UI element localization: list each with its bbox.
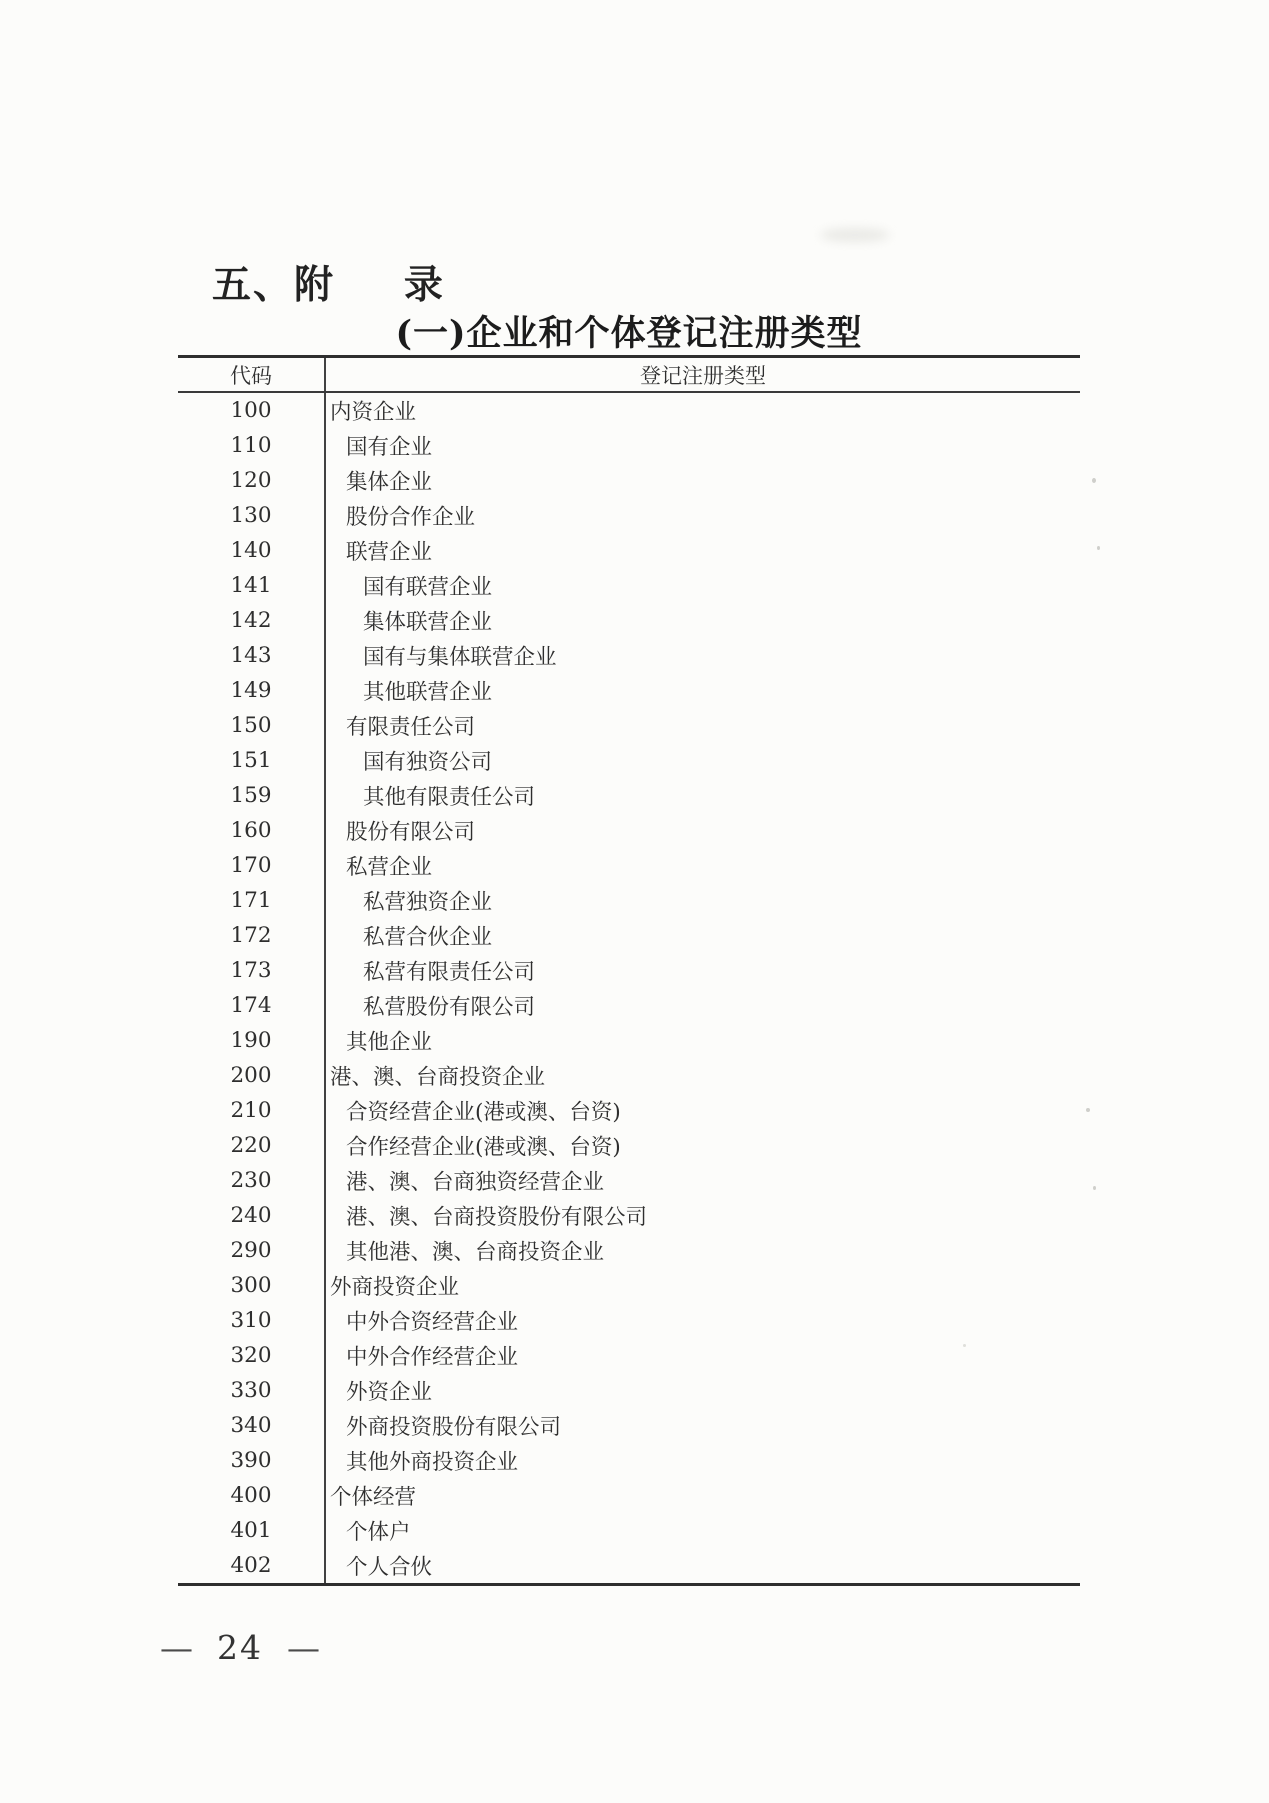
row-code: 130 (230, 503, 272, 528)
table-header-row (178, 357, 1080, 393)
table-row (178, 1058, 1080, 1093)
row-label: 私营独资企业 (325, 883, 1080, 918)
row-code: 330 (230, 1378, 272, 1403)
table-row (178, 498, 1080, 533)
row-code: 210 (230, 1098, 272, 1123)
row-label: 港、澳、台商投资股份有限公司 (325, 1198, 1080, 1233)
row-label: 合作经营企业(港或澳、台资) (325, 1128, 1080, 1163)
row-label: 私营企业 (325, 848, 1080, 883)
row-label: 外商投资企业 (325, 1268, 1080, 1303)
row-label: 集体联营企业 (325, 603, 1080, 638)
table-row (178, 708, 1080, 743)
row-label: 联营企业 (325, 533, 1080, 568)
row-code: 320 (230, 1343, 272, 1368)
table-row (178, 918, 1080, 953)
row-code: 172 (230, 923, 272, 948)
registration-type-table (178, 355, 1080, 1586)
row-code: 100 (230, 398, 272, 423)
table-row (178, 1408, 1080, 1443)
row-label: 合资经营企业(港或澳、台资) (325, 1093, 1080, 1128)
row-label: 个体经营 (325, 1478, 1080, 1513)
row-code: 174 (230, 993, 272, 1018)
row-code: 340 (230, 1413, 272, 1438)
column-header-code: 代码 (178, 357, 325, 393)
row-code: 160 (230, 818, 272, 843)
row-code: 390 (230, 1448, 272, 1473)
row-code: 140 (230, 538, 272, 563)
row-code: 143 (230, 643, 272, 668)
row-code: 240 (230, 1203, 272, 1228)
table-row (178, 988, 1080, 1023)
table-row (178, 1478, 1080, 1513)
row-code: 401 (230, 1518, 272, 1543)
row-label: 其他有限责任公司 (325, 778, 1080, 813)
page-number-dash-left: — (160, 1628, 193, 1667)
table-title: (一)企业和个体登记注册类型 (395, 313, 863, 354)
table-row (178, 1198, 1080, 1233)
scan-smudge (820, 228, 890, 242)
row-label: 外资企业 (325, 1373, 1080, 1408)
table-row (178, 638, 1080, 673)
table-row (178, 533, 1080, 568)
table-row (178, 778, 1080, 813)
table-row (178, 1513, 1080, 1548)
table-row (178, 1338, 1080, 1373)
row-code: 200 (230, 1063, 272, 1088)
table-row (178, 1373, 1080, 1408)
row-label: 有限责任公司 (325, 708, 1080, 743)
scan-speck (1093, 1186, 1096, 1190)
row-code: 120 (230, 468, 272, 493)
section-heading-prefix: 五、附 (212, 264, 336, 307)
table-row (178, 1093, 1080, 1128)
table-body (178, 392, 1080, 1585)
row-code: 142 (230, 608, 272, 633)
table-row (178, 673, 1080, 708)
table-row (178, 1023, 1080, 1058)
row-label: 个人合伙 (325, 1548, 1080, 1585)
table-row (178, 392, 1080, 428)
row-code: 149 (230, 678, 272, 703)
row-code: 170 (230, 853, 272, 878)
row-code: 220 (230, 1133, 272, 1158)
table-row (178, 953, 1080, 988)
table-row (178, 1268, 1080, 1303)
scan-speck (1086, 1108, 1090, 1112)
row-label: 私营股份有限公司 (325, 988, 1080, 1023)
row-code: 290 (230, 1238, 272, 1263)
section-heading (212, 254, 445, 310)
row-label: 其他企业 (325, 1023, 1080, 1058)
row-code: 151 (230, 748, 272, 773)
row-code: 110 (230, 433, 272, 458)
row-label: 外商投资股份有限公司 (325, 1408, 1080, 1443)
row-code: 171 (230, 888, 272, 913)
table-row (178, 1233, 1080, 1268)
table-row (178, 603, 1080, 638)
scan-speck (963, 1344, 966, 1347)
row-label: 国有联营企业 (325, 568, 1080, 603)
row-label: 股份有限公司 (325, 813, 1080, 848)
row-label: 个体户 (325, 1513, 1080, 1548)
row-label: 其他港、澳、台商投资企业 (325, 1233, 1080, 1268)
table-row (178, 463, 1080, 498)
row-label: 私营有限责任公司 (325, 953, 1080, 988)
row-label: 股份合作企业 (325, 498, 1080, 533)
row-label: 其他联营企业 (325, 673, 1080, 708)
row-label: 港、澳、台商独资经营企业 (325, 1163, 1080, 1198)
table-row (178, 1163, 1080, 1198)
row-label: 港、澳、台商投资企业 (325, 1058, 1080, 1093)
table-row (178, 1548, 1080, 1585)
scan-speck (1092, 478, 1096, 483)
row-label: 内资企业 (325, 392, 1080, 428)
row-label: 国有与集体联营企业 (325, 638, 1080, 673)
row-label: 中外合作经营企业 (325, 1338, 1080, 1373)
row-label: 国有企业 (325, 428, 1080, 463)
row-label: 中外合资经营企业 (325, 1303, 1080, 1338)
table-row (178, 743, 1080, 778)
row-code: 230 (230, 1168, 272, 1193)
row-label: 国有独资公司 (325, 743, 1080, 778)
row-code: 190 (230, 1028, 272, 1053)
row-code: 173 (230, 958, 272, 983)
table-row (178, 813, 1080, 848)
table-row (178, 1128, 1080, 1163)
table-row (178, 568, 1080, 603)
table-row (178, 1443, 1080, 1478)
row-code: 141 (230, 573, 272, 598)
row-code: 300 (230, 1273, 272, 1298)
row-code: 150 (230, 713, 272, 738)
table-row (178, 848, 1080, 883)
table-row (178, 1303, 1080, 1338)
scan-speck (1097, 546, 1100, 550)
table-row (178, 428, 1080, 463)
section-heading-suffix: 录 (403, 264, 445, 307)
row-label: 其他外商投资企业 (325, 1443, 1080, 1478)
row-code: 400 (230, 1483, 272, 1508)
row-label: 集体企业 (325, 463, 1080, 498)
table-row (178, 883, 1080, 918)
row-code: 159 (230, 783, 272, 808)
row-code: 402 (230, 1553, 272, 1578)
row-code: 310 (230, 1308, 272, 1333)
page-number-value: 24 (217, 1628, 263, 1667)
column-header-type: 登记注册类型 (325, 357, 1080, 393)
page-number (160, 1628, 320, 1667)
page-number-dash-right: — (287, 1628, 320, 1667)
row-label: 私营合伙企业 (325, 918, 1080, 953)
